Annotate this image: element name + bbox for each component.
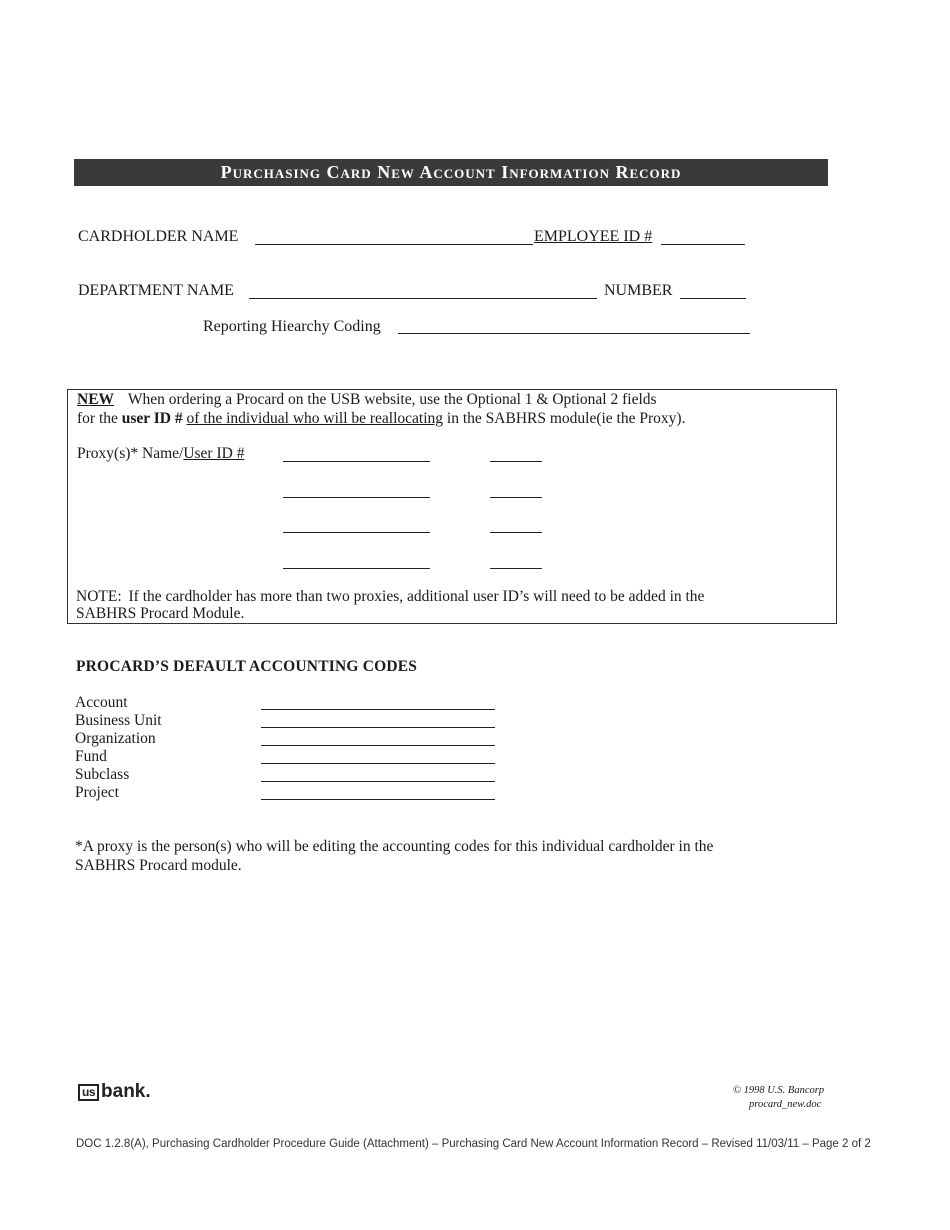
reporting-hierarchy-field[interactable] bbox=[398, 333, 750, 334]
employee-id-field[interactable] bbox=[661, 244, 745, 245]
document-filename: procard_new.doc bbox=[749, 1099, 822, 1110]
line2-underline: of the individual who will be reallocating bbox=[186, 410, 444, 427]
code-label-organization: Organization bbox=[75, 730, 156, 747]
proxy-name-field[interactable] bbox=[283, 568, 430, 569]
code-label-project: Project bbox=[75, 784, 119, 801]
number-label: NUMBER bbox=[604, 282, 673, 299]
proxy-name-field[interactable] bbox=[283, 497, 430, 498]
proxy-note-line2: SABHRS Procard Module. bbox=[76, 605, 245, 622]
proxy-id-field[interactable] bbox=[490, 497, 542, 498]
code-label-account: Account bbox=[75, 694, 128, 711]
reporting-hierarchy-label: Reporting Hiearchy Coding bbox=[203, 318, 381, 335]
new-line1-text: When ordering a Procard on the USB website, use the Optional 1 & Optional 2 fields bbox=[127, 391, 657, 408]
proxy-name-field[interactable] bbox=[283, 532, 430, 533]
usbank-logo-text: bank. bbox=[101, 1081, 151, 1102]
fund-field[interactable] bbox=[261, 763, 495, 764]
proxy-label-text: Proxy(s)* Name/ bbox=[77, 445, 184, 462]
proxy-footnote-line1: *A proxy is the person(s) who will be editing the accounting codes for this individual cardholder in the bbox=[75, 838, 714, 855]
new-label: NEW bbox=[77, 391, 115, 408]
proxy-footnote-line2: SABHRS Procard module. bbox=[75, 857, 242, 874]
line2-bold: user ID # bbox=[121, 410, 183, 427]
project-field[interactable] bbox=[261, 799, 495, 800]
business-unit-field[interactable] bbox=[261, 727, 495, 728]
document-footer: DOC 1.2.8(A), Purchasing Cardholder Procedure Guide (Attachment) – Purchasing Card New Account Information Record – Revised 11/03/11 – Page 2 of 2 bbox=[76, 1138, 871, 1150]
note-prefix: NOTE: bbox=[76, 588, 122, 605]
note-text: If the cardholder has more than two proxies, additional user ID’s will need to be added in the bbox=[128, 588, 705, 605]
department-number-field[interactable] bbox=[680, 298, 746, 299]
proxy-label-underline: User ID # bbox=[183, 445, 245, 462]
department-name-label: DEPARTMENT NAME bbox=[78, 282, 234, 299]
account-field[interactable] bbox=[261, 709, 495, 710]
organization-field[interactable] bbox=[261, 745, 495, 746]
code-label-fund: Fund bbox=[75, 748, 107, 765]
code-label-subclass: Subclass bbox=[75, 766, 130, 783]
cardholder-name-field[interactable] bbox=[255, 244, 533, 245]
page-title: Purchasing Card New Account Information Record bbox=[74, 159, 828, 186]
proxy-id-field[interactable] bbox=[490, 461, 542, 462]
usbank-logo-badge: us bbox=[78, 1084, 99, 1101]
default-codes-list bbox=[75, 694, 275, 802]
proxy-id-field[interactable] bbox=[490, 532, 542, 533]
proxy-name-field[interactable] bbox=[283, 461, 430, 462]
subclass-field[interactable] bbox=[261, 781, 495, 782]
proxy-note-line1 bbox=[76, 588, 704, 606]
usbank-logo bbox=[78, 1081, 151, 1103]
proxy-id-field[interactable] bbox=[490, 568, 542, 569]
new-instruction-line2 bbox=[77, 410, 685, 428]
code-label-business-unit: Business Unit bbox=[75, 712, 162, 729]
default-codes-title: PROCARD’S DEFAULT ACCOUNTING CODES bbox=[76, 658, 418, 675]
proxy-label bbox=[77, 445, 244, 463]
new-instruction-line1 bbox=[77, 391, 657, 409]
department-name-field[interactable] bbox=[249, 298, 597, 299]
line2-prefix: for the bbox=[77, 410, 118, 427]
employee-id-label: EMPLOYEE ID # bbox=[534, 228, 653, 245]
copyright-line: © 1998 U.S. Bancorp bbox=[733, 1085, 825, 1096]
line2-suffix: in the SABHRS module(ie the Proxy). bbox=[446, 410, 686, 427]
cardholder-name-label: CARDHOLDER NAME bbox=[78, 228, 239, 245]
